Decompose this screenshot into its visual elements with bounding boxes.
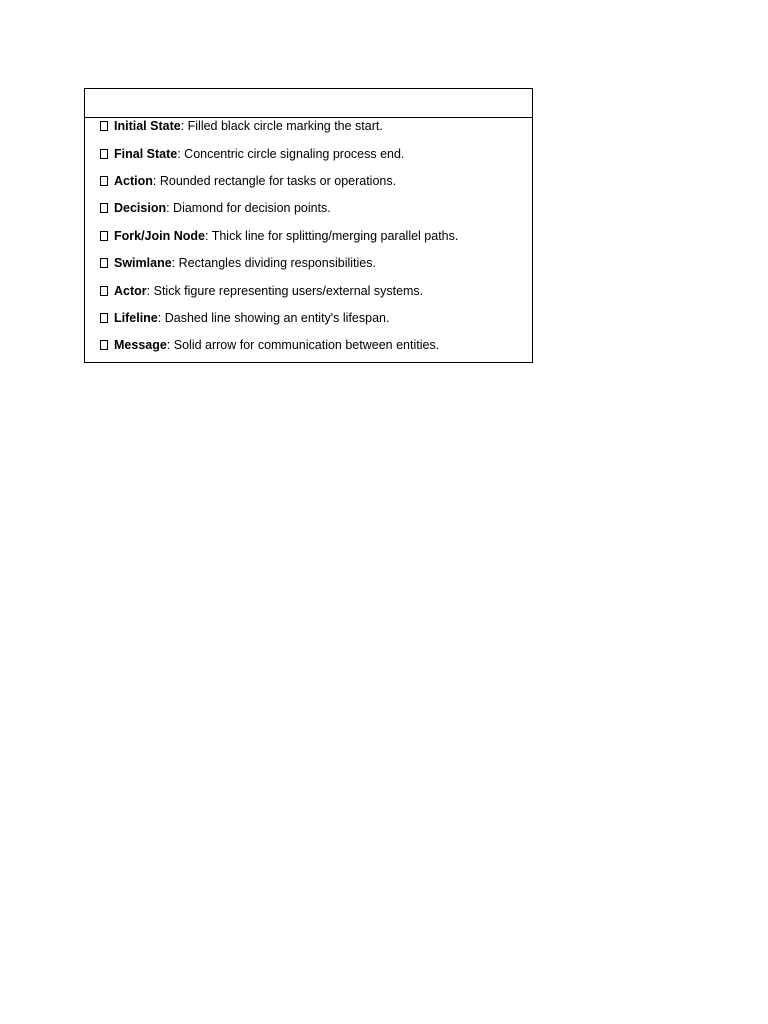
missing-glyph-icon [100, 176, 108, 186]
item-term: Action [114, 174, 153, 188]
item-description: : Filled black circle marking the start. [180, 119, 383, 133]
missing-glyph-icon [100, 203, 108, 213]
item-term: Swimlane [114, 256, 172, 270]
item-term: Fork/Join Node [114, 229, 205, 243]
item-description: : Solid arrow for communication between entities. [166, 338, 440, 352]
list-item [100, 226, 458, 246]
item-description: : Thick line for splitting/merging parallel paths. [204, 229, 459, 243]
missing-glyph-icon [100, 313, 108, 323]
missing-glyph-icon [100, 121, 108, 131]
item-description: : Diamond for decision points. [166, 201, 331, 215]
list-item [100, 116, 383, 136]
missing-glyph-icon [100, 340, 108, 350]
missing-glyph-icon [100, 231, 108, 241]
item-term: Lifeline [114, 311, 158, 325]
item-description: : Concentric circle signaling process end. [177, 147, 405, 161]
missing-glyph-icon [100, 286, 108, 296]
item-term: Actor [114, 284, 147, 298]
item-description: : Dashed line showing an entity's lifespan. [157, 311, 390, 325]
item-description: : Stick figure representing users/external systems. [146, 284, 424, 298]
list-item [100, 198, 331, 218]
list-item [100, 144, 404, 164]
item-description: : Rectangles dividing responsibilities. [171, 256, 376, 270]
list-item [100, 335, 439, 355]
item-term: Decision [114, 201, 167, 215]
notation-table [84, 88, 533, 363]
item-term: Initial State [114, 119, 181, 133]
list-item [100, 253, 376, 273]
list-item [100, 171, 396, 191]
list-item [100, 281, 423, 301]
missing-glyph-icon [100, 258, 108, 268]
list-item [100, 308, 389, 328]
missing-glyph-icon [100, 149, 108, 159]
item-description: : Rounded rectangle for tasks or operations. [152, 174, 397, 188]
item-term: Message [114, 338, 167, 352]
table-header-row [85, 89, 532, 118]
item-term: Final State [114, 147, 178, 161]
